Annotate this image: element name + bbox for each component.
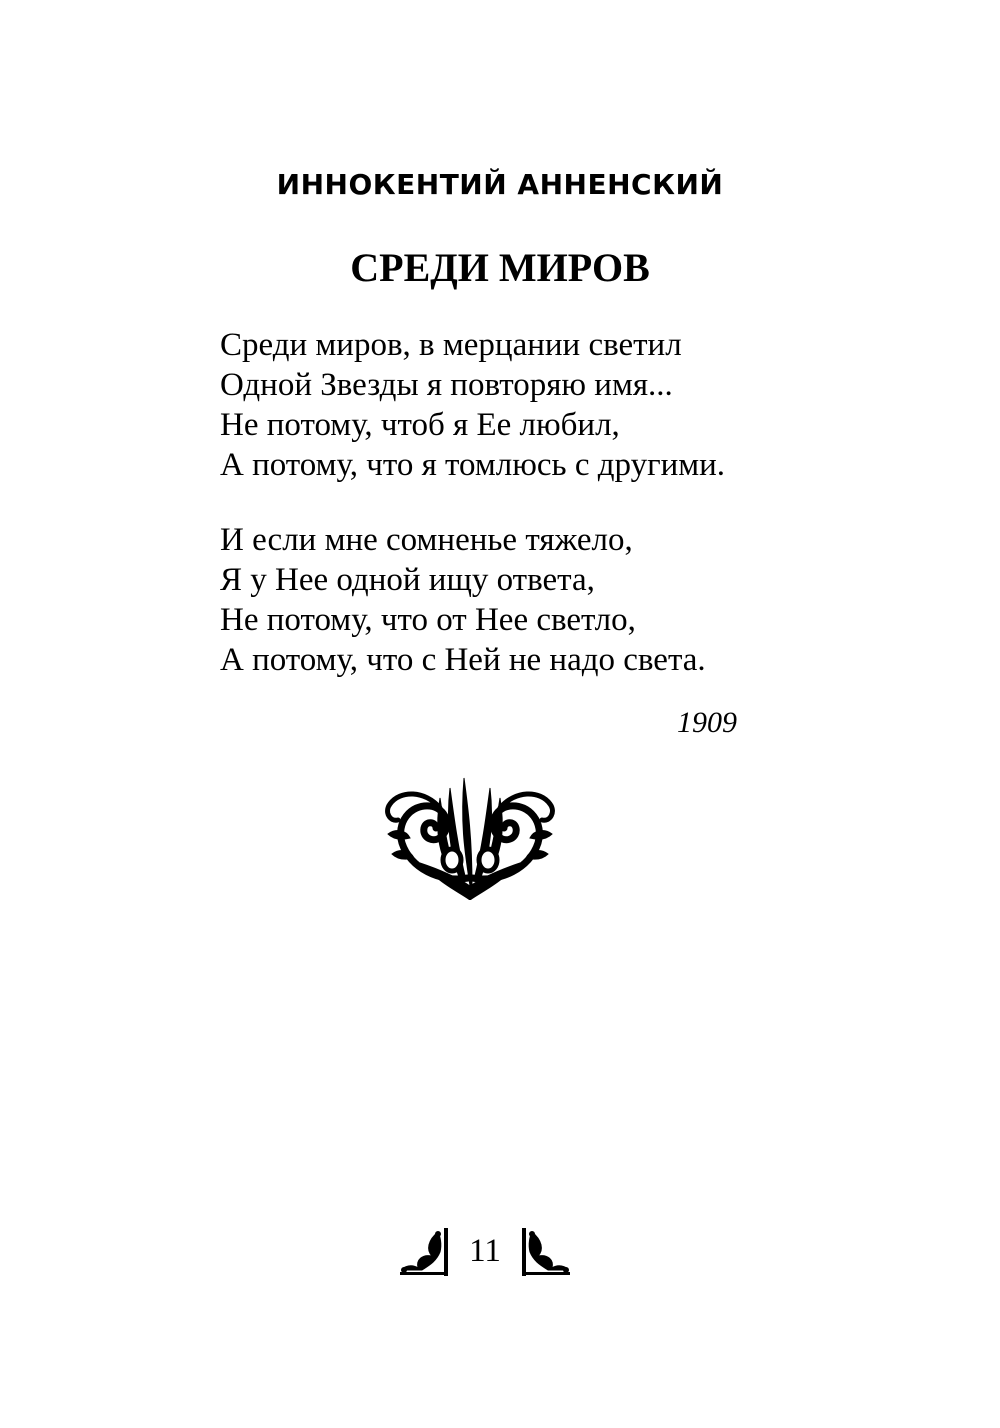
poem-date: 1909 <box>677 706 737 739</box>
left-corner-ornament-icon <box>398 1226 458 1280</box>
verse-line: Среди миров, в мерцании светил <box>220 327 682 363</box>
verse-line: И если мне сомненье тяжело, <box>220 522 633 558</box>
verse-line: А потому, что с Ней не надо света. <box>220 642 706 678</box>
verse-line: Я у Нее одной ищу ответа, <box>220 562 595 598</box>
verse-line: Не потому, чтоб я Ее любил, <box>220 407 620 443</box>
stanza <box>220 325 725 485</box>
verse-line: А потому, что я томлюсь с другими. <box>220 447 726 483</box>
stanza <box>220 520 706 680</box>
page-number: 11 <box>469 1233 501 1269</box>
verse-line: Одной Звезды я повторяю имя... <box>220 367 673 403</box>
verse-line: Не потому, что от Нее светло, <box>220 602 636 638</box>
floral-ornament-icon <box>380 768 560 900</box>
poem-title: СРЕДИ МИРОВ <box>350 245 650 290</box>
right-corner-ornament-icon <box>512 1226 572 1280</box>
author-name: ИННОКЕНТИЙ АННЕНСКИЙ <box>276 168 724 201</box>
